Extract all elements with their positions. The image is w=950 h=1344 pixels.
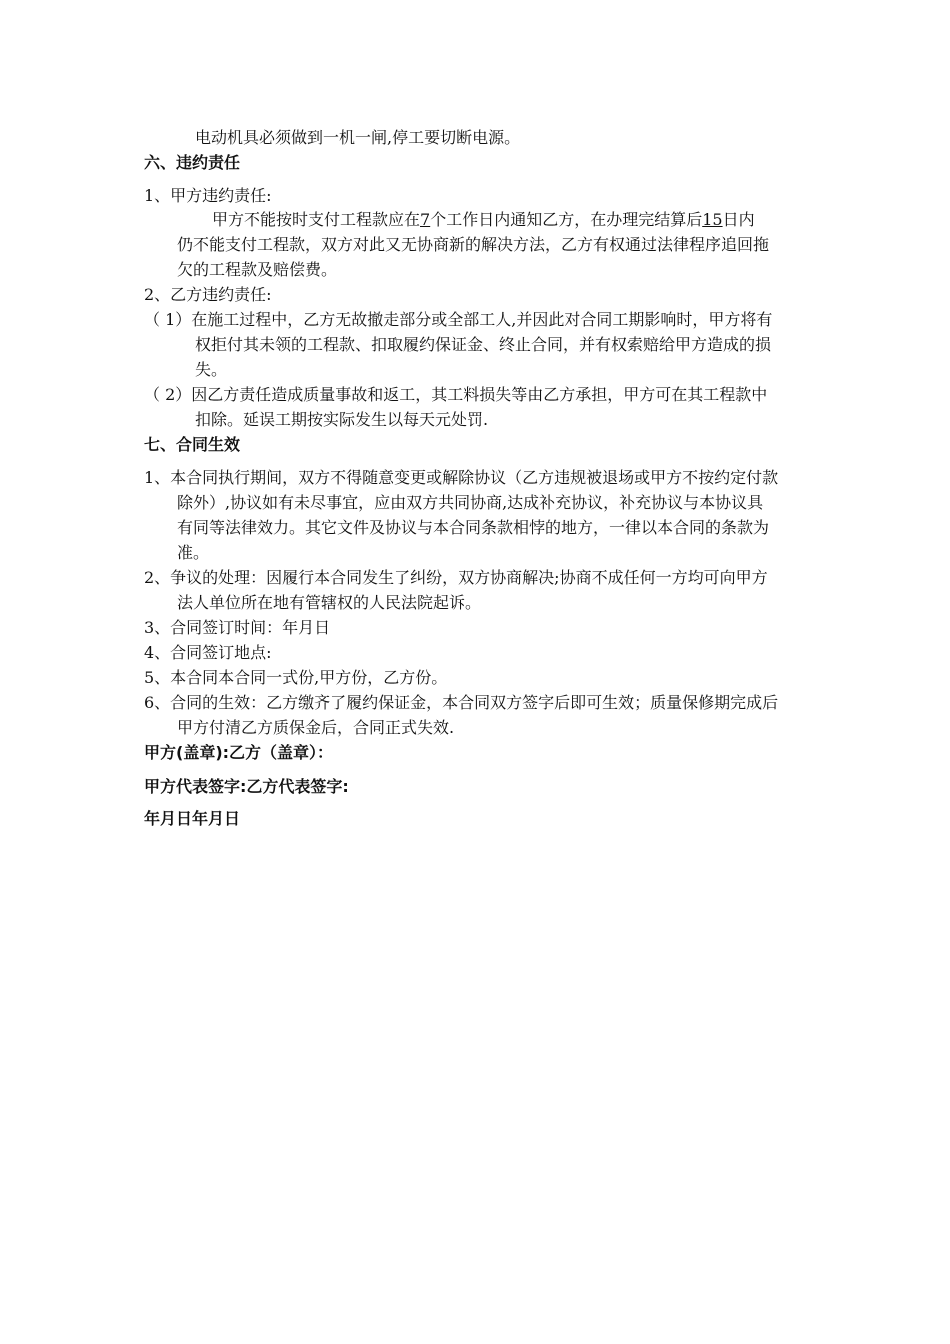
party-a-breach-label: 1、甲方违约责任: xyxy=(144,186,272,205)
seal-line: 甲方(盖章):乙方（盖章）： xyxy=(144,743,334,762)
section-6-heading: 六、违约责任 xyxy=(144,153,241,172)
effect-item-3: 3、合同签订时间：年月日 xyxy=(144,618,331,637)
effect-item-1-line-1: 1、本合同执行期间，双方不得随意变更或解除协议（乙方违规被退场或甲方不按约定付款 xyxy=(144,468,779,487)
party-b-breach-label: 2、乙方违约责任: xyxy=(144,285,272,304)
effect-item-6-line-1: 6、合同的生效：乙方缴齐了履约保证金，本合同双方签字后即可生效；质量保修期完成后 xyxy=(144,693,779,712)
representative-signature-line: 甲方代表签字:乙方代表签字: xyxy=(144,777,349,796)
effect-item-2-line-2: 法人单位所在地有管辖权的人民法院起诉。 xyxy=(177,593,482,612)
party-b-item-1-line-3: 失。 xyxy=(195,360,228,379)
notice-days-value: 7 xyxy=(420,210,431,229)
effect-item-1-line-3: 有同等法律效力。其它文件及协议与本合同条款相悖的地方，一律以本合同的条款为 xyxy=(177,518,770,537)
effect-item-2-line-1: 2、争议的处理：因履行本合同发生了纠纷，双方协商解决;协商不成任何一方均可向甲方 xyxy=(144,568,768,587)
effect-item-6-line-2: 甲方付清乙方质保金后，合同正式失效. xyxy=(177,718,455,737)
continuation-line: 电动机具必须做到一机一闸,停工要切断电源。 xyxy=(195,128,521,147)
party-a-breach-line-3: 欠的工程款及赔偿费。 xyxy=(177,260,338,279)
effect-item-1-line-4: 准。 xyxy=(177,543,210,562)
effect-item-4: 4、合同签订地点: xyxy=(144,643,272,662)
party-b-item-1-line-1: （ 1）在施工过程中，乙方无故撤走部分或全部工人,并因此对合同工期影响时，甲方将有 xyxy=(144,310,773,329)
signing-date-line: 年月日年月日 xyxy=(144,809,241,828)
party-b-item-2-line-1: （ 2）因乙方责任造成质量事故和返工，其工料损失等由乙方承担，甲方可在其工程款中 xyxy=(144,385,768,404)
effect-item-1-line-2: 除外）,协议如有未尽事宜，应由双方共同协商,达成补充协议，补充协议与本协议具 xyxy=(177,493,764,512)
party-b-item-1-line-2: 权拒付其未领的工程款、扣取履约保证金、终止合同，并有权索赔给甲方造成的损 xyxy=(195,335,772,354)
party-b-item-2-line-2: 扣除。延误工期按实际发生以每天元处罚. xyxy=(195,410,489,429)
effect-item-5: 5、本合同本合同一式份,甲方份，乙方份。 xyxy=(144,668,448,687)
party-a-breach-line-1: 甲方不能按时支付工程款应在7个工作日内通知乙方，在办理完结算后15日内 xyxy=(212,210,755,229)
party-a-breach-line-2: 仍不能支付工程款，双方对此又无协商新的解决方法，乙方有权通过法律程序追回拖 xyxy=(177,235,770,254)
section-7-heading: 七、合同生效 xyxy=(144,435,241,454)
settlement-days-value: 15 xyxy=(702,210,723,229)
